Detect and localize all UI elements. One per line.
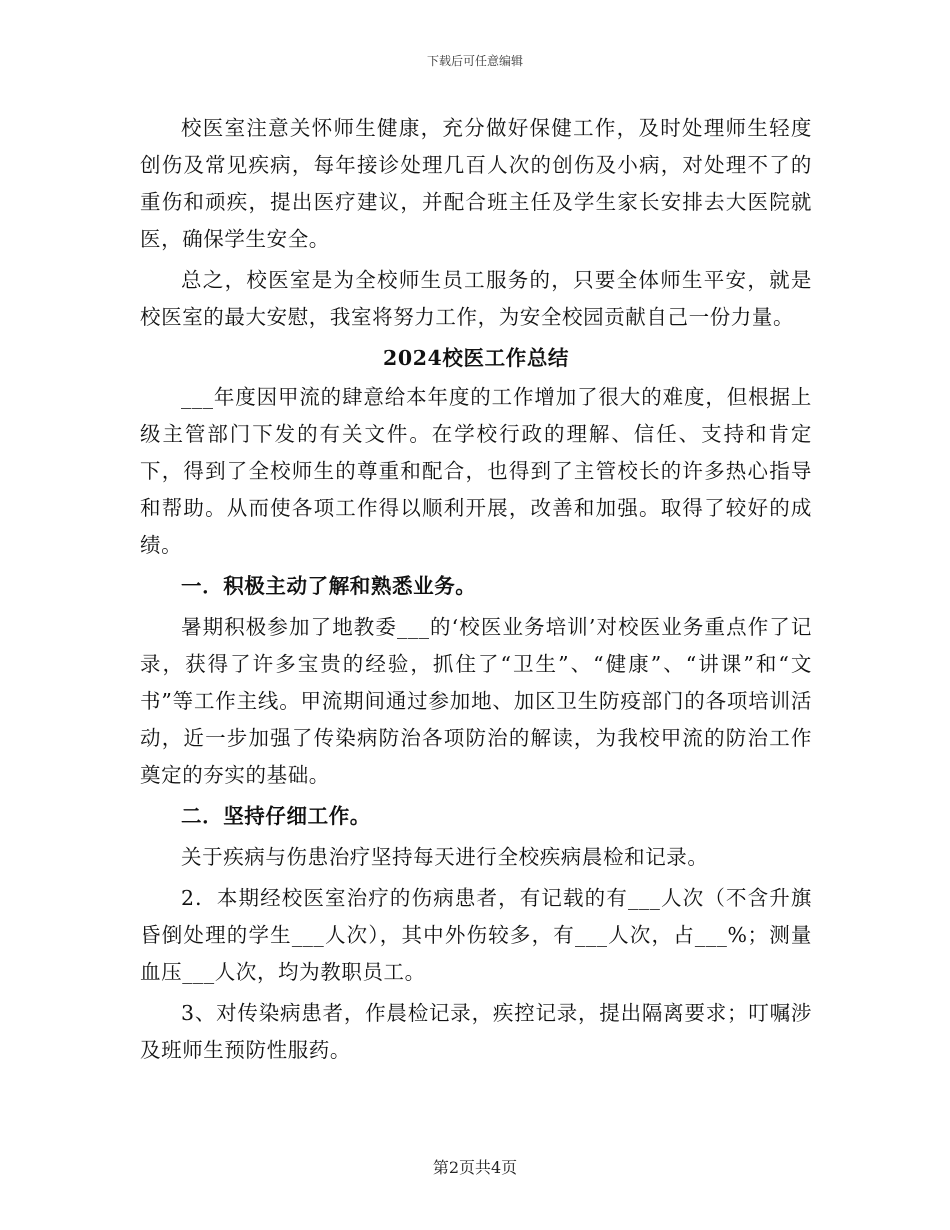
section-title: 2024校医工作总结 — [382, 346, 570, 370]
page-number: 第2页共4页 — [432, 1158, 518, 1177]
paragraph-conclusion: 总之，校医室是为全校师生员工服务的，只要全体师生平安，就是校医室的最大安慰，我室将努力工作，为安全校园贡献自己一份力量。 — [140, 268, 812, 329]
heading-two: 二．坚持仔细工作。 — [181, 804, 371, 828]
paragraph-health-care: 校医室注意关怀师生健康，充分做好保健工作，及时处理师生轻度创伤及常见疾病，每年接诊处理几百人次的创伤及小病，对处理不了的重伤和顽疾，提出医疗建议，并配合班主任及学生家长安排去大医院就医，确保学生安全。 — [140, 116, 812, 251]
paragraph-training: 暑期积极参加了地教委___的‘校医业务培训’对校医业务重点作了记录，获得了许多宝贵的经验，抓住了“卫生”、“健康”、“讲课”和“文书”等工作主线。甲流期间通过参加地、加区卫生防疫部门的各项培训活动，近一步加强了传染病防治各项防治的解读，为我校甲流的防治工作奠定的夯实的基础。 — [140, 615, 812, 787]
heading-one: 一．积极主动了解和熟悉业务。 — [181, 574, 477, 598]
paragraph-item-3: 3、对传染病患者，作晨检记录，疾控记录，提出隔离要求；叮嘱涉及班师生预防性服药。 — [140, 1001, 812, 1062]
document-body — [140, 110, 812, 1073]
page-header: 下载后可任意编辑 — [426, 54, 523, 68]
paragraph-daily-check: 关于疾病与伤患治疗坚持每天进行全校疾病晨检和记录。 — [181, 845, 709, 869]
paragraph-item-2: 2．本期经校医室治疗的伤病患者，有记载的有___人次（不含升旗昏倒处理的学生___人次），其中外伤较多，有___人次，占___%；测量血压___人次，均为教职员工。 — [140, 886, 812, 984]
paragraph-intro: ___年度因甲流的肆意给本年度的工作增加了很大的难度，但根据上级主管部门下发的有关文件。在学校行政的理解、信任、支持和肯定下，得到了全校师生的尊重和配合，也得到了主管校长的许多热心指导和帮助。从而使各项工作得以顺利开展，改善和加强。取得了较好的成绩。 — [140, 385, 812, 557]
